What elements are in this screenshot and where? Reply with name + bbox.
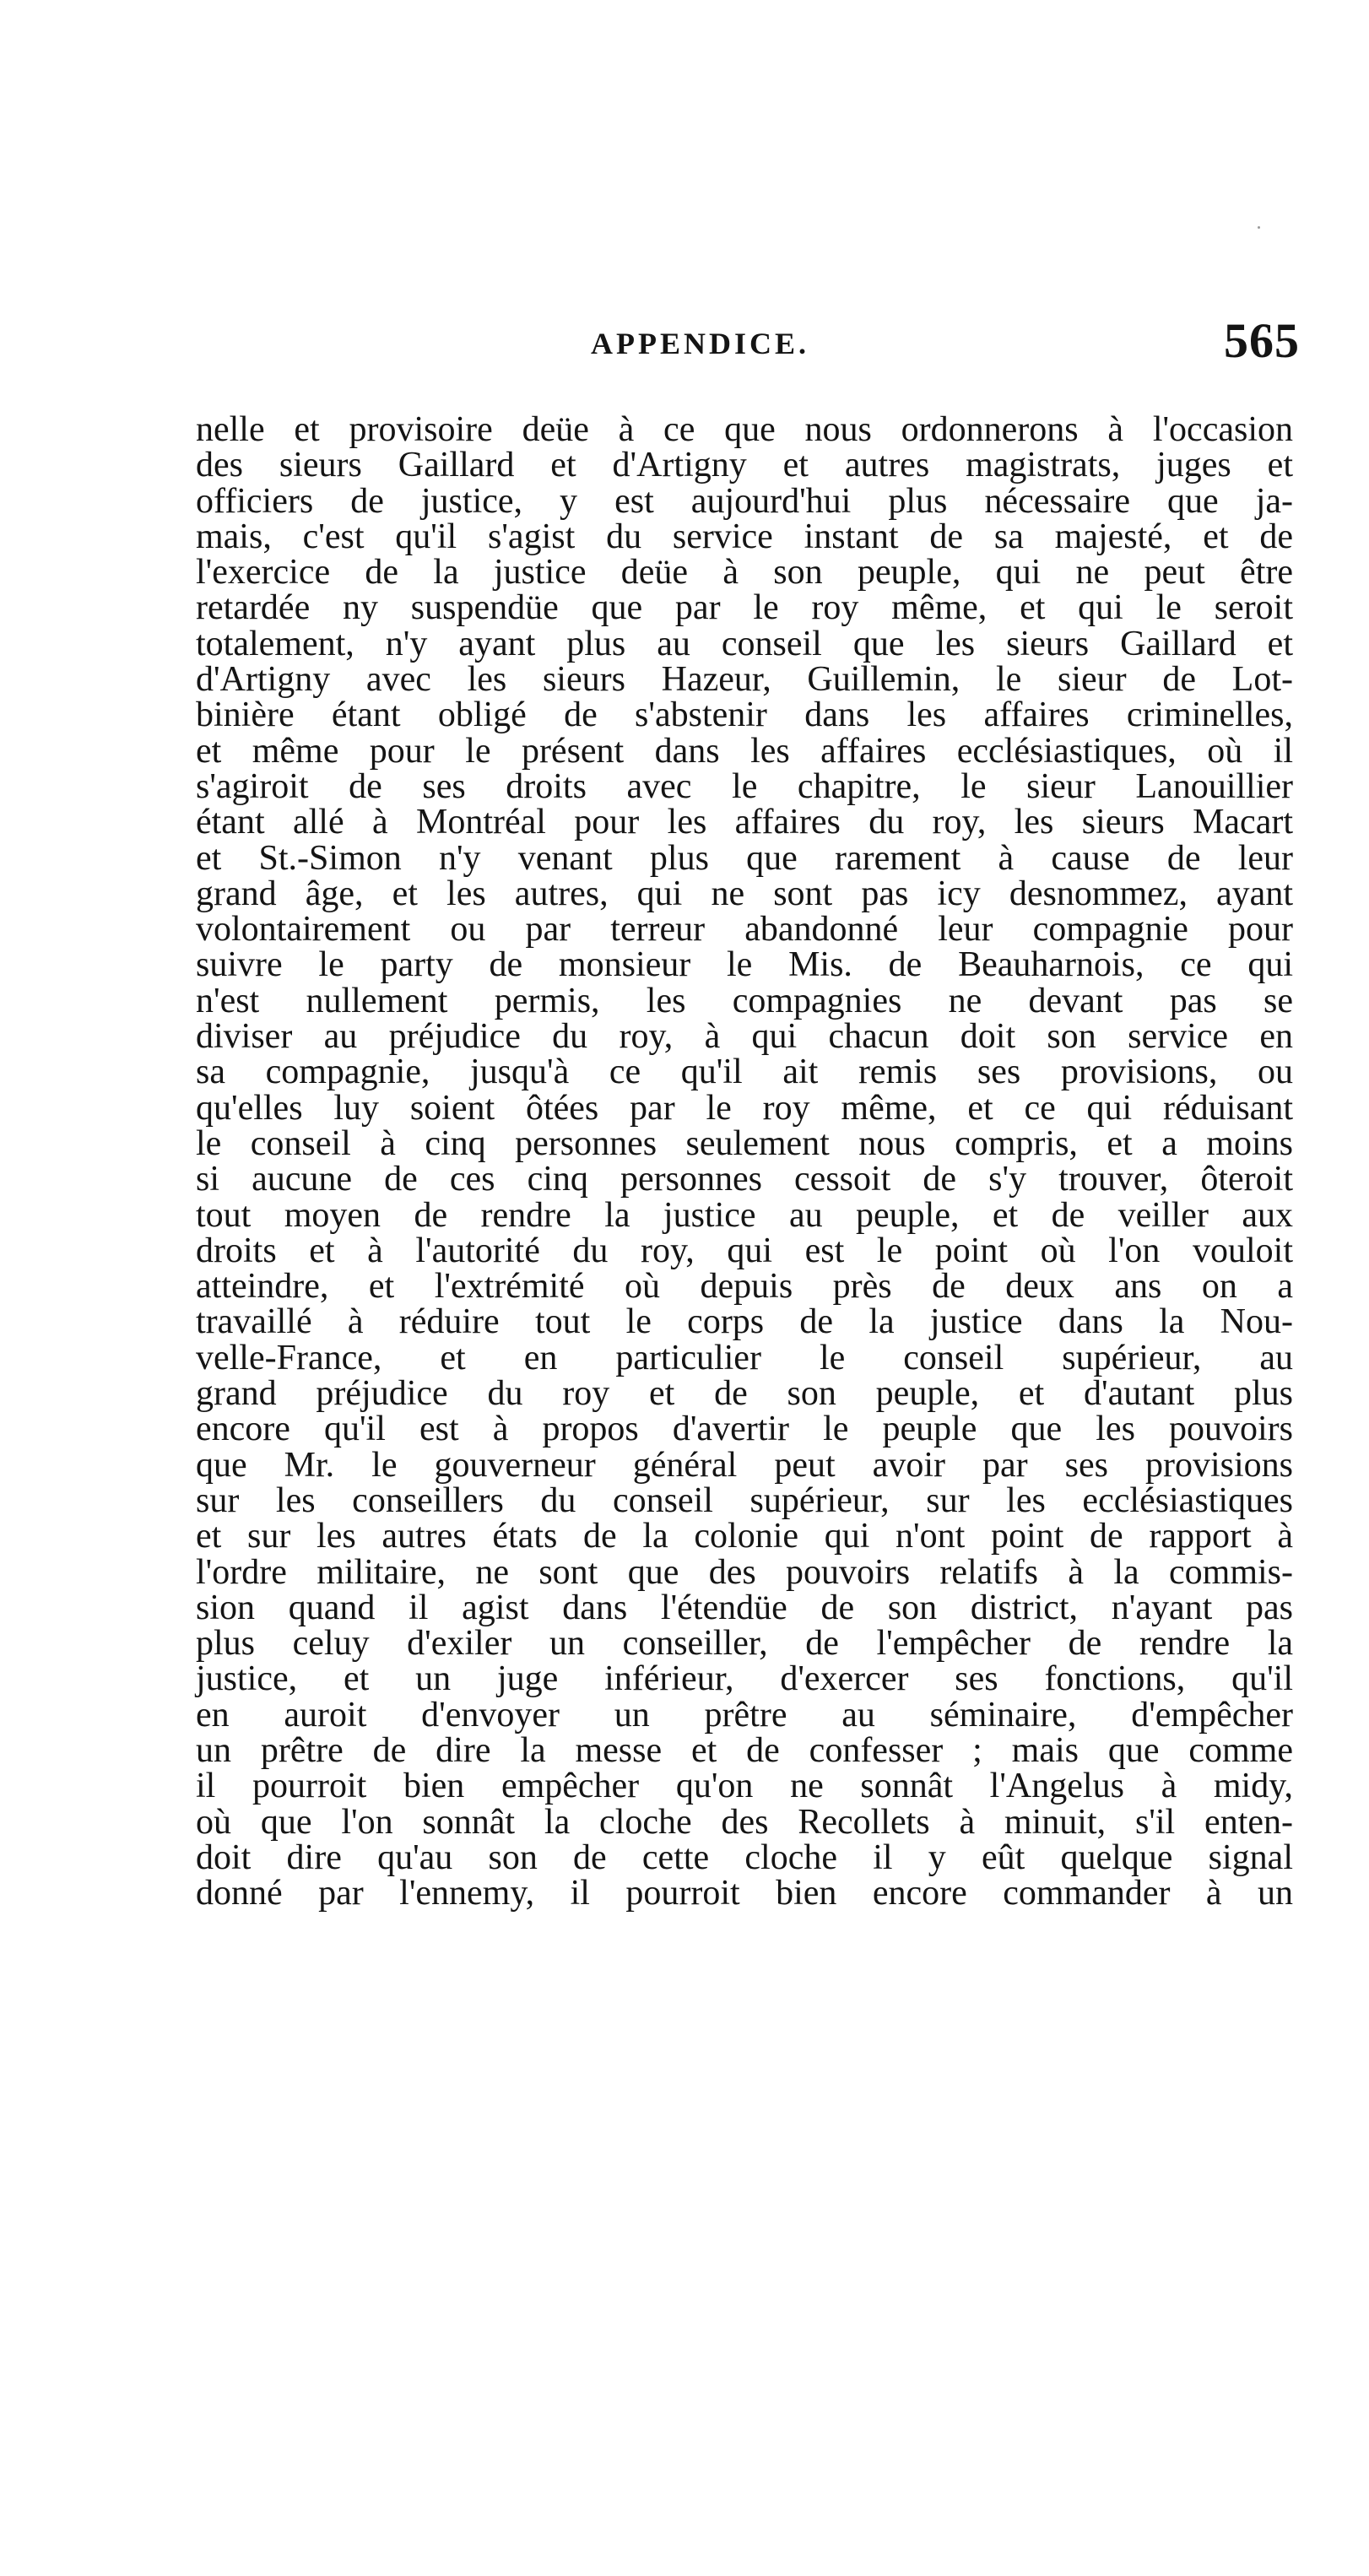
text-line: plus celuy d'exiler un conseiller, de l'empêcher de rendre la xyxy=(196,1624,1293,1664)
text-line: sion quand il agist dans l'étendüe de son district, n'ayant pas xyxy=(196,1588,1293,1627)
text-line: qu'elles luy soient ôtées par le roy même, et ce qui réduisant xyxy=(196,1088,1293,1128)
page-number: 565 xyxy=(1224,313,1300,368)
text-line: un prêtre de dire la messe et de confesser ; mais que comme xyxy=(196,1730,1293,1770)
text-line: volontairement ou par terreur abandonné leur compagnie pour xyxy=(196,910,1293,950)
text-line: grand préjudice du roy et de son peuple, et d'autant plus xyxy=(196,1374,1293,1414)
text-line: retardée ny suspendüe que par le roy même, et qui le seroit xyxy=(196,588,1293,628)
text-line: sa compagnie, jusqu'à ce qu'il ait remis ses provisions, ou xyxy=(196,1053,1293,1092)
text-line: et St.-Simon n'y venant plus que rarement à cause de leur xyxy=(196,838,1293,878)
text-line: nelle et provisoire deüe à ce que nous ordonnerons à l'occasion xyxy=(196,410,1293,449)
text-line: mais, c'est qu'il s'agist du service instant de sa majesté, et de xyxy=(196,517,1293,556)
text-line: atteindre, et l'extrémité où depuis près de deux ans on a xyxy=(196,1267,1293,1307)
text-line: l'ordre militaire, ne sont que des pouvoirs relatifs à la commis- xyxy=(196,1552,1293,1592)
text-line: l'exercice de la justice deüe à son peuple, qui ne peut être xyxy=(196,553,1293,593)
text-line: encore qu'il est à propos d'avertir le peuple que les pouvoirs xyxy=(196,1410,1293,1449)
text-line: que Mr. le gouverneur général peut avoir par ses provisions xyxy=(196,1445,1293,1485)
text-line: binière étant obligé de s'abstenir dans les affaires criminelles, xyxy=(196,695,1293,735)
text-line: suivre le party de monsieur le Mis. de Beauharnois, ce qui xyxy=(196,945,1293,985)
running-header xyxy=(203,312,1300,371)
text-line: en auroit d'envoyer un prêtre au séminaire, d'empêcher xyxy=(196,1695,1293,1734)
text-line: et même pour le présent dans les affaires ecclésiastiques, où il xyxy=(196,731,1293,771)
text-line: d'Artigny avec les sieurs Hazeur, Guillemin, le sieur de Lot- xyxy=(196,660,1293,700)
text-line: droits et à l'autorité du roy, qui est le point où l'on vouloit xyxy=(196,1231,1293,1270)
text-line: n'est nullement permis, les compagnies ne devant pas se xyxy=(196,981,1293,1020)
text-line: s'agiroit de ses droits avec le chapitre, le sieur Lanouillier xyxy=(196,766,1293,806)
text-line: officiers de justice, y est aujourd'hui plus nécessaire que ja- xyxy=(196,481,1293,521)
text-line: si aucune de ces cinq personnes cessoit de s'y trouver, ôteroit xyxy=(196,1160,1293,1199)
running-title: APPENDICE. xyxy=(591,327,810,360)
text-line: le conseil à cinq personnes seulement nous compris, et a moins xyxy=(196,1123,1293,1163)
paper-speck xyxy=(1258,226,1260,229)
text-line: velle-France, et en particulier le conseil supérieur, au xyxy=(196,1338,1293,1377)
text-line: des sieurs Gaillard et d'Artigny et autres magistrats, juges et xyxy=(196,446,1293,485)
text-line: totalement, n'y ayant plus au conseil que les sieurs Gaillard et xyxy=(196,624,1293,663)
body-text xyxy=(196,412,1293,1911)
text-line: étant allé à Montréal pour les affaires du roy, les sieurs Macart xyxy=(196,803,1293,842)
text-line: sur les conseillers du conseil supérieur, sur les ecclésiastiques xyxy=(196,1480,1293,1520)
text-line: où que l'on sonnât la cloche des Recollets à minuit, s'il enten- xyxy=(196,1802,1293,1842)
text-line: et sur les autres états de la colonie qui n'ont point de rapport à xyxy=(196,1517,1293,1556)
text-line: tout moyen de rendre la justice au peuple, et de veiller aux xyxy=(196,1195,1293,1235)
text-line: justice, et un juge inférieur, d'exercer ses fonctions, qu'il xyxy=(196,1659,1293,1699)
text-line: donné par l'ennemy, il pourroit bien encore commander à un xyxy=(196,1874,1293,1913)
text-line: travaillé à réduire tout le corps de la justice dans la Nou- xyxy=(196,1302,1293,1342)
text-line: diviser au préjudice du roy, à qui chacun doit son service en xyxy=(196,1017,1293,1057)
text-line: grand âge, et les autres, qui ne sont pas icy desnommez, ayant xyxy=(196,874,1293,913)
text-line: doit dire qu'au son de cette cloche il y eût quelque signal xyxy=(196,1837,1293,1877)
text-line: il pourroit bien empêcher qu'on ne sonnât l'Angelus à midy, xyxy=(196,1767,1293,1806)
